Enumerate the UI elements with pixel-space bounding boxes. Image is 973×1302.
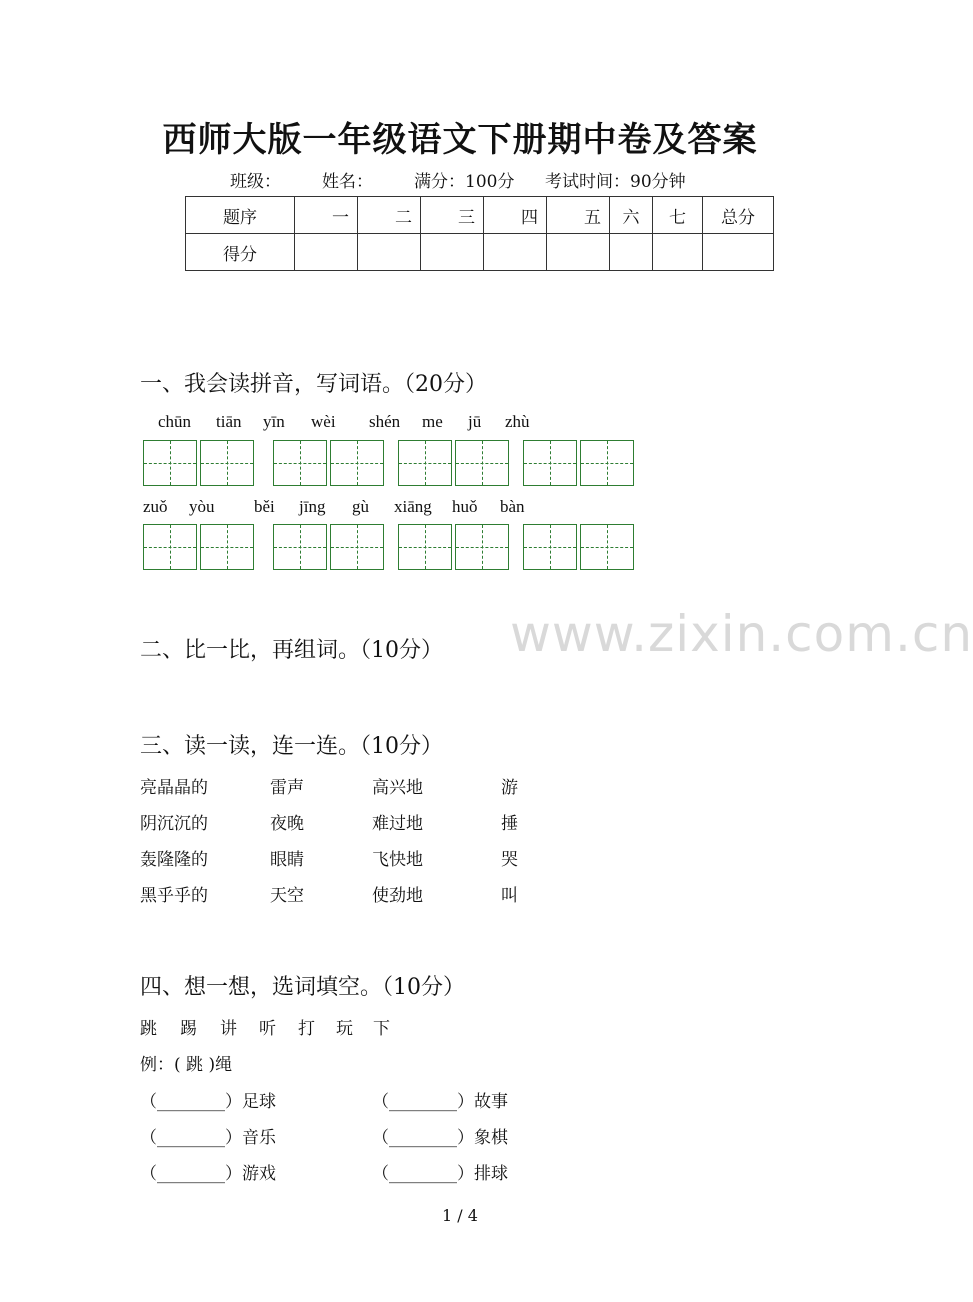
name-label: 姓名： xyxy=(322,172,373,192)
pinyin: wèi xyxy=(311,412,336,431)
word-choice: 玩 xyxy=(336,1019,353,1039)
pinyin: yīn xyxy=(263,412,285,431)
match-item[interactable]: 飞快地 xyxy=(372,850,423,870)
writing-box[interactable] xyxy=(580,440,634,486)
writing-box[interactable] xyxy=(455,524,509,570)
section-2-heading: 二、比一比，再组词。（10分） xyxy=(140,638,443,663)
full-score-label: 满分：100分 xyxy=(414,172,515,192)
row-label-cell: 得分 xyxy=(186,234,295,271)
word-choice: 跳 xyxy=(140,1019,157,1039)
header-cell: 题序 xyxy=(186,197,295,234)
pinyin: jū xyxy=(468,412,482,431)
example-line: 例：( 跳 )绳 xyxy=(140,1055,233,1075)
score-cell[interactable] xyxy=(421,234,484,271)
section-4-heading: 四、想一想，选词填空。（10分） xyxy=(140,975,465,1000)
word-choice: 讲 xyxy=(220,1019,237,1039)
match-item[interactable]: 天空 xyxy=(270,886,304,906)
pinyin: yòu xyxy=(189,497,215,516)
writing-box[interactable] xyxy=(523,440,577,486)
pinyin: shén xyxy=(369,412,401,431)
match-item[interactable]: 使劲地 xyxy=(372,886,423,906)
header-cell: 四 xyxy=(484,197,547,234)
writing-box[interactable] xyxy=(143,440,197,486)
match-item[interactable]: 叫 xyxy=(501,886,518,906)
page-title: 西师大版一年级语文下册期中卷及答案 xyxy=(162,120,758,160)
writing-box[interactable] xyxy=(580,524,634,570)
exam-time-label: 考试时间：90分钟 xyxy=(545,172,686,192)
pinyin: jīng xyxy=(299,497,326,516)
score-cell[interactable] xyxy=(547,234,610,271)
score-cell[interactable] xyxy=(703,234,774,271)
match-item[interactable]: 捶 xyxy=(501,814,518,834)
header-cell: 三 xyxy=(421,197,484,234)
word-choice: 下 xyxy=(373,1019,390,1039)
match-item[interactable]: 轰隆隆的 xyxy=(140,850,208,870)
writing-box[interactable] xyxy=(455,440,509,486)
pinyin: xiāng xyxy=(394,497,432,516)
fill-blank[interactable]: （________）象棋 xyxy=(372,1128,508,1148)
section-3-heading: 三、读一读，连一连。（10分） xyxy=(140,734,443,759)
pinyin: huǒ xyxy=(452,497,478,516)
match-item[interactable]: 阴沉沉的 xyxy=(140,814,208,834)
score-cell[interactable] xyxy=(484,234,547,271)
fill-blank[interactable]: （________）足球 xyxy=(140,1092,276,1112)
score-table-header-row xyxy=(186,197,774,234)
score-cell[interactable] xyxy=(358,234,421,271)
pinyin: zuǒ xyxy=(143,497,168,516)
score-table xyxy=(185,196,774,271)
watermark: www.zixin.com.cn xyxy=(510,605,973,663)
fill-blank[interactable]: （________）音乐 xyxy=(140,1128,276,1148)
header-cell: 总分 xyxy=(703,197,774,234)
pinyin: gù xyxy=(352,497,369,516)
header-cell: 六 xyxy=(610,197,653,234)
pinyin: tiān xyxy=(216,412,242,431)
fill-blank[interactable]: （________）排球 xyxy=(372,1164,508,1184)
pinyin: zhù xyxy=(505,412,530,431)
match-item[interactable]: 难过地 xyxy=(372,814,423,834)
writing-box[interactable] xyxy=(398,524,452,570)
fill-blank[interactable]: （________）故事 xyxy=(372,1092,508,1112)
score-cell[interactable] xyxy=(653,234,703,271)
fill-blank[interactable]: （________）游戏 xyxy=(140,1164,276,1184)
writing-box[interactable] xyxy=(200,524,254,570)
writing-box[interactable] xyxy=(330,524,384,570)
page-number: 1 / 4 xyxy=(442,1206,478,1225)
writing-box[interactable] xyxy=(200,440,254,486)
match-item[interactable]: 高兴地 xyxy=(372,778,423,798)
pinyin: chūn xyxy=(158,412,192,431)
writing-box[interactable] xyxy=(143,524,197,570)
writing-box[interactable] xyxy=(273,524,327,570)
pinyin: běi xyxy=(254,497,275,516)
match-item[interactable]: 眼睛 xyxy=(270,850,304,870)
match-item[interactable]: 哭 xyxy=(501,850,518,870)
word-choice: 听 xyxy=(259,1019,276,1039)
writing-box[interactable] xyxy=(330,440,384,486)
writing-box[interactable] xyxy=(273,440,327,486)
score-cell[interactable] xyxy=(610,234,653,271)
match-item[interactable]: 雷声 xyxy=(270,778,304,798)
writing-box[interactable] xyxy=(398,440,452,486)
header-cell: 一 xyxy=(295,197,358,234)
header-cell: 七 xyxy=(653,197,703,234)
score-table-score-row xyxy=(186,234,774,271)
writing-box[interactable] xyxy=(523,524,577,570)
match-item[interactable]: 黑乎乎的 xyxy=(140,886,208,906)
pinyin: bàn xyxy=(500,497,525,516)
header-cell: 五 xyxy=(547,197,610,234)
match-item[interactable]: 游 xyxy=(501,778,518,798)
pinyin: me xyxy=(422,412,443,431)
section-1-heading: 一、我会读拼音，写词语。（20分） xyxy=(140,372,487,397)
word-choice: 打 xyxy=(298,1019,315,1039)
word-choice: 踢 xyxy=(180,1019,197,1039)
match-item[interactable]: 亮晶晶的 xyxy=(140,778,208,798)
header-cell: 二 xyxy=(358,197,421,234)
score-cell[interactable] xyxy=(295,234,358,271)
class-label: 班级： xyxy=(230,172,281,192)
match-item[interactable]: 夜晚 xyxy=(270,814,304,834)
